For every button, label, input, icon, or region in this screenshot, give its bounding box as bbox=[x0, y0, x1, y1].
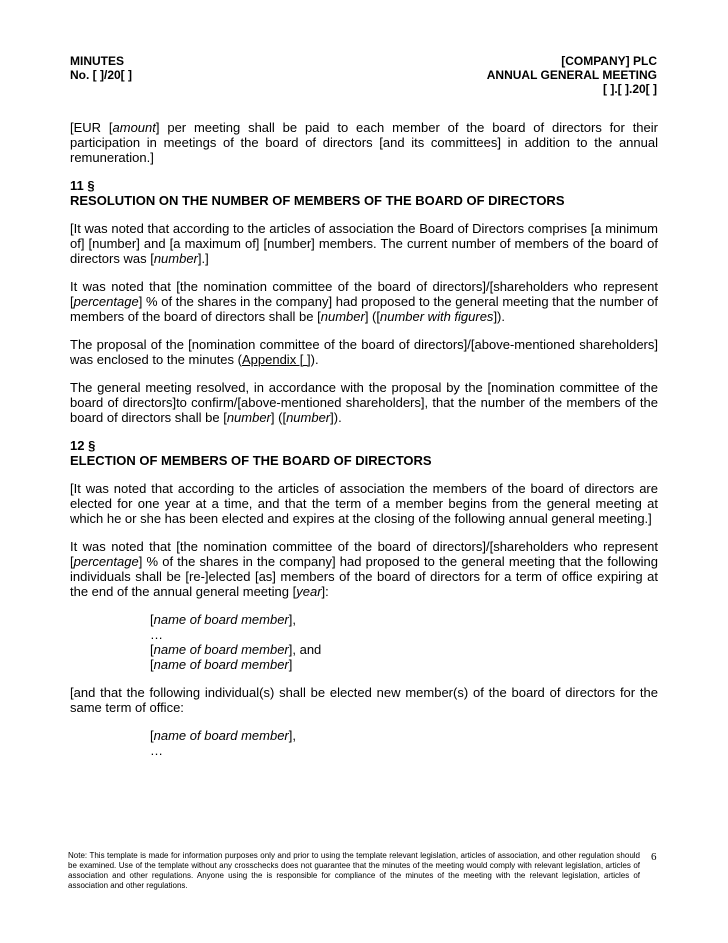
list-item: [name of board member], bbox=[150, 612, 296, 627]
placeholder-number: number bbox=[320, 309, 365, 324]
text-run: ] % of the shares in the company] had proposed to the general meeting that the number of members of the board of directors shall be [ bbox=[70, 294, 658, 324]
text-run: ). bbox=[310, 352, 319, 367]
text-run: It was noted that [the nomination committee of the board of directors]/[shareholders who represent [ bbox=[70, 539, 658, 569]
section-12-paragraph-1: [It was noted that according to the articles of association the members of the board of directors are elected for one year at a time, and that the term of a member begins from the general meeting at which he or she has been elected and expires at the closing of the following annual general meeting.] bbox=[70, 481, 658, 526]
text-run: ] per meeting shall be paid to each member of the board of directors for their participation in meetings of the board of directors [and its committees] in addition to the annual remuneration.] bbox=[70, 120, 658, 165]
section-11-paragraph-2 bbox=[70, 279, 658, 324]
section-11-paragraph-4 bbox=[70, 380, 658, 425]
placeholder-number: number bbox=[153, 251, 198, 266]
text-run: ]: bbox=[321, 584, 329, 599]
text-run: It was noted that [the nomination committee of the board of directors]/[shareholders who represent [ bbox=[70, 279, 658, 309]
text-run: ].] bbox=[197, 251, 209, 266]
placeholder-number-figures: number with figures bbox=[379, 309, 494, 324]
new-members-list bbox=[150, 728, 658, 758]
minutes-label: MINUTES bbox=[70, 54, 124, 68]
reelected-members-list bbox=[150, 612, 658, 672]
text-run: [It was noted that according to the articles of association the Board of Directors comprises [a minimum of] [number] and [a maximum of] [number] members. The current number of members of the board of directors was [ bbox=[70, 221, 658, 266]
footer-note: Note: This template is made for information purposes only and prior to using the template relevant legislation, articles of association, and other regulation should be examined. Use of the template without any crosschecks does not guarantee that the minutes of the meeting would comply with relevant legislation, articles of association and other regulations. Anyone using the is responsible for compliance of the minutes of the meeting with the relevant legislation, articles of association and other regulations. bbox=[68, 851, 640, 890]
page-number: 6 bbox=[651, 851, 657, 863]
section-12-paragraph-2 bbox=[70, 539, 658, 599]
placeholder-amount: amount bbox=[112, 120, 156, 135]
text-run: ] ([ bbox=[270, 410, 287, 425]
text-run: [EUR [ bbox=[70, 120, 113, 135]
section-11-paragraph-1 bbox=[70, 221, 658, 266]
text-run: ]). bbox=[493, 309, 505, 324]
placeholder-percentage: percentage bbox=[73, 294, 139, 309]
document-body bbox=[70, 120, 658, 771]
section-11-number: 11 § bbox=[70, 178, 95, 193]
header-left bbox=[70, 54, 132, 82]
section-12-number: 12 § bbox=[70, 438, 96, 453]
header-right bbox=[487, 54, 657, 96]
text-run: ] ([ bbox=[364, 309, 380, 324]
list-item: [name of board member] bbox=[150, 657, 293, 672]
meeting-name: ANNUAL GENERAL MEETING bbox=[486, 68, 657, 82]
placeholder-year: year bbox=[296, 584, 322, 599]
placeholder-percentage: percentage bbox=[73, 554, 139, 569]
company-name: [COMPANY] PLC bbox=[561, 54, 657, 68]
list-item: … bbox=[150, 743, 163, 758]
placeholder-number: number bbox=[286, 410, 331, 425]
appendix-reference: Appendix [ ] bbox=[241, 352, 311, 367]
section-12-title: ELECTION OF MEMBERS OF THE BOARD OF DIRECTORS bbox=[70, 453, 432, 468]
text-run: ]). bbox=[330, 410, 342, 425]
text-run: The general meeting resolved, in accordance with the proposal by the [nomination committee of the board of directors]to confirm/[above-mentioned shareholders], that the number of the members of the board of directors shall be [ bbox=[70, 380, 658, 425]
text-run: ] % of the shares in the company] had proposed to the general meeting that the following individuals shall be [re-]elected [as] members of the board of directors for a term of office expiring at the end of the annual general meeting [ bbox=[70, 554, 658, 599]
placeholder-number: number bbox=[226, 410, 271, 425]
text-run: The proposal of the [nomination committee of the board of directors]/[above-mentioned shareholders] was enclosed to the minutes ( bbox=[70, 337, 658, 367]
list-item: [name of board member], and bbox=[150, 642, 322, 657]
list-item: … bbox=[150, 627, 163, 642]
list-item: [name of board member], bbox=[150, 728, 296, 743]
section-11-title: RESOLUTION ON THE NUMBER OF MEMBERS OF THE BOARD OF DIRECTORS bbox=[70, 193, 565, 208]
meeting-date: [ ].[ ].20[ ] bbox=[603, 82, 657, 96]
section-12-paragraph-3: [and that the following individual(s) shall be elected new member(s) of the board of directors for the same term of office: bbox=[70, 685, 658, 715]
intro-paragraph bbox=[70, 120, 658, 165]
section-11-paragraph-3 bbox=[70, 337, 658, 367]
minutes-number: No. [ ]/20[ ] bbox=[70, 68, 132, 82]
